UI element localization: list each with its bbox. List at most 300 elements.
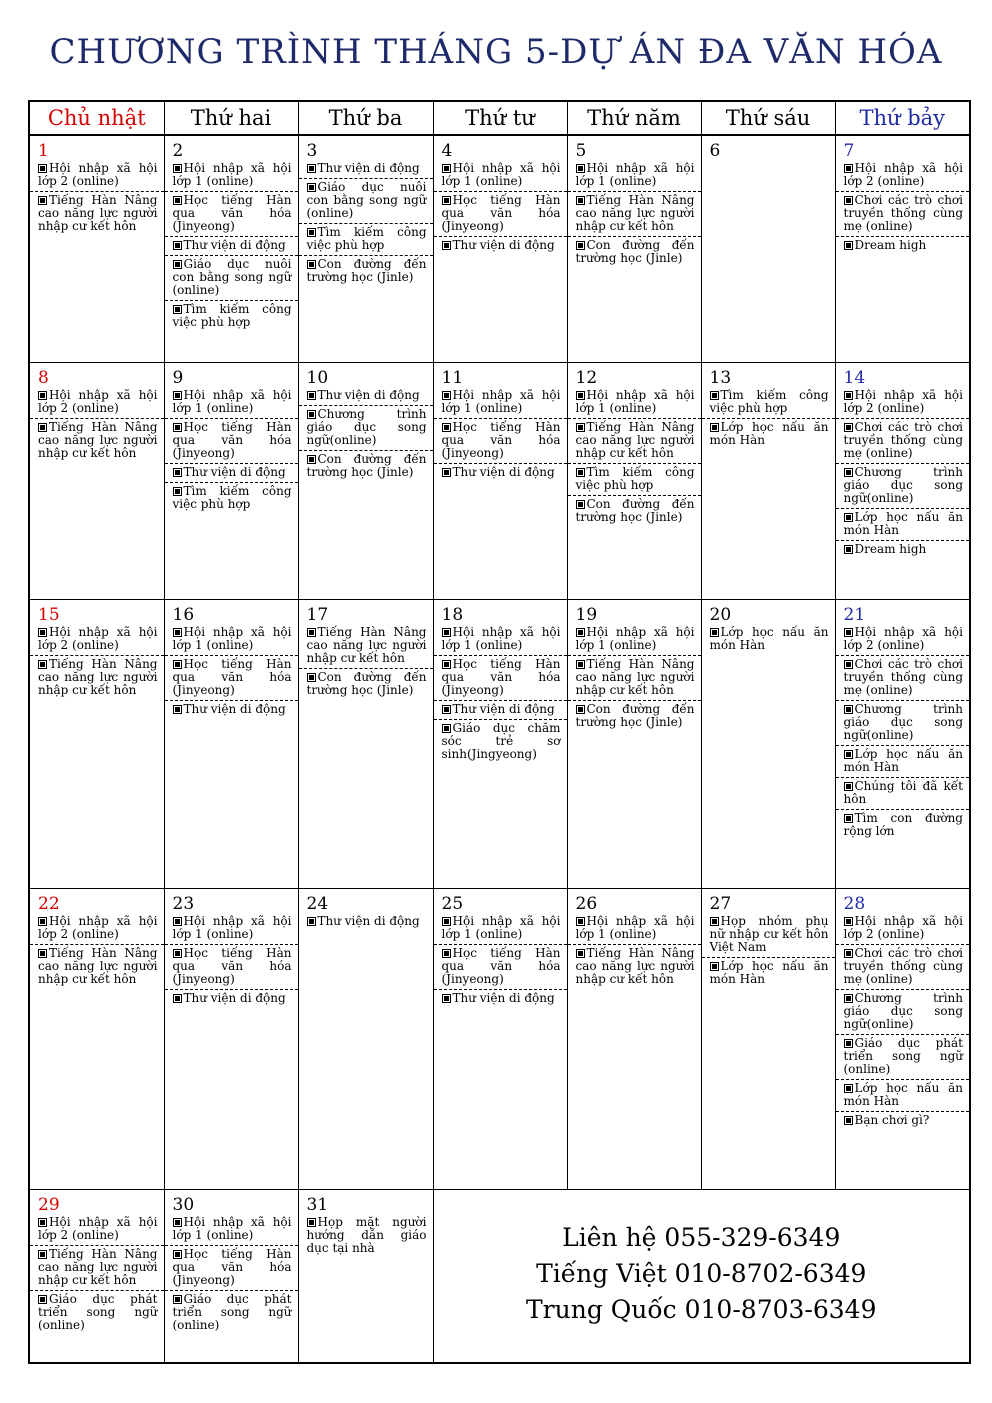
event-item (836, 945, 970, 990)
event-item (299, 387, 433, 406)
event-item (165, 1291, 298, 1335)
checkbox-square-icon (173, 305, 182, 314)
day-number: 10 (306, 368, 329, 389)
day-cell (298, 888, 433, 1189)
checkbox-square-icon (173, 1295, 182, 1304)
event-text: Hội nhập xã hội lớp 1 (online) (172, 625, 292, 652)
event-text: Chơi các trò chơi truyền thống cùng mẹ (online) (843, 193, 963, 233)
event-item (568, 237, 701, 268)
event-text: Học tiếng Hàn qua văn hóa (Jinyeong) (172, 657, 292, 697)
event-item (30, 419, 164, 463)
checkbox-square-icon (710, 962, 719, 971)
event-text: Tiếng Hàn Nâng cao năng lực người nhập cư kết hôn (575, 193, 695, 233)
event-item (568, 464, 701, 496)
event-item (434, 656, 567, 701)
checkbox-square-icon (442, 724, 451, 733)
event-item (836, 1112, 970, 1130)
event-text: Lớp học nấu ăn món Hàn (709, 420, 829, 448)
event-text: Chương trình giáo dục song ngữ(online) (843, 702, 963, 742)
event-text: Lớp học nấu ăn món Hàn (843, 747, 963, 774)
event-list (702, 387, 835, 450)
event-text: Thư viện di động (183, 465, 286, 480)
event-list (30, 913, 164, 989)
event-item (702, 419, 835, 450)
day-cell (835, 135, 970, 363)
event-text: Hội nhập xã hội lớp 1 (online) (575, 625, 695, 652)
event-text: Hội nhập xã hội lớp 1 (online) (575, 388, 695, 416)
day-number: 24 (306, 893, 329, 914)
weekday-tuesday: Thứ ba (298, 101, 433, 135)
event-text: Tiếng Hàn Nâng cao năng lực người nhập cư kết hôn (575, 657, 695, 697)
event-item (165, 256, 298, 301)
contact-info (434, 1190, 970, 1328)
event-list (702, 624, 835, 655)
event-item (165, 419, 298, 464)
event-text: Con đường đến trường học (Jinle) (575, 238, 695, 265)
event-text: Con đường đến trường học (Jinle) (575, 497, 695, 525)
event-text: Thư viện di động (183, 702, 286, 716)
event-text: Hội nhập xã hội lớp 2 (online) (843, 388, 963, 416)
day-cell (701, 363, 835, 600)
checkbox-square-icon (173, 949, 182, 958)
event-item (836, 387, 970, 419)
event-text: Giáo dục nuôi con bằng song ngữ (online) (172, 257, 292, 297)
event-list (702, 913, 835, 989)
weekday-wednesday: Thứ tư (433, 101, 567, 135)
checkbox-square-icon (307, 260, 316, 269)
event-text: Học tiếng Hàn qua văn hóa (Jinyeong) (441, 420, 561, 461)
checkbox-square-icon (442, 391, 451, 400)
day-number: 28 (843, 893, 866, 914)
event-item (434, 990, 567, 1008)
event-item (165, 192, 298, 237)
event-text: Hội nhập xã hội lớp 2 (online) (38, 161, 158, 188)
event-text: Hội nhập xã hội lớp 1 (online) (441, 388, 561, 416)
day-cell (29, 888, 164, 1189)
day-number: 27 (709, 893, 732, 914)
event-item (836, 656, 970, 701)
event-item (30, 913, 164, 945)
event-text: Hội nhập xã hội lớp 2 (online) (38, 913, 158, 941)
event-list (836, 160, 970, 255)
event-text: Lớp học nấu ăn món Hàn (843, 510, 963, 538)
day-cell (298, 135, 433, 363)
day-cell (164, 363, 298, 600)
checkbox-square-icon (576, 423, 585, 432)
day-number: 12 (575, 368, 598, 389)
event-text: Hội nhập xã hội lớp 1 (online) (172, 388, 292, 416)
checkbox-square-icon (38, 1295, 47, 1304)
day-number: 21 (843, 605, 866, 625)
event-list (30, 624, 164, 700)
event-item (836, 701, 970, 746)
day-number: 26 (575, 893, 598, 914)
page-title: CHƯƠNG TRÌNH THÁNG 5-DỰ ÁN ĐA VĂN HÓA (49, 32, 943, 72)
event-item (299, 1214, 433, 1258)
day-number: 16 (172, 605, 195, 625)
event-text: Chơi các trò chơi truyền thống cùng mẹ (online) (843, 945, 963, 986)
event-list (836, 387, 970, 559)
event-text: Tiếng Hàn Nâng cao năng lực người nhập cư kết hôn (575, 945, 695, 986)
checkbox-square-icon (38, 917, 47, 926)
event-item (30, 387, 164, 419)
checkbox-square-icon (307, 628, 316, 637)
event-item (568, 624, 701, 656)
checkbox-square-icon (844, 994, 853, 1003)
event-item (30, 624, 164, 656)
day-number: 9 (172, 368, 184, 389)
checkbox-square-icon (576, 949, 585, 958)
event-item (836, 160, 970, 192)
contact-line: Liên hệ 055-329-6349 (562, 1222, 841, 1252)
event-item (568, 419, 701, 464)
checkbox-square-icon (442, 628, 451, 637)
day-cell (164, 888, 298, 1189)
event-item (702, 387, 835, 419)
checkbox-square-icon (173, 164, 182, 173)
checkbox-square-icon (844, 1084, 853, 1093)
event-item (836, 464, 970, 509)
day-cell (29, 1189, 164, 1363)
event-item (434, 720, 567, 764)
day-number: 6 (709, 141, 721, 161)
contact-line: Trung Quốc 010-8703-6349 (526, 1294, 877, 1324)
checkbox-square-icon (173, 260, 182, 269)
event-item (568, 496, 701, 527)
event-text: Tìm kiếm công việc phù hợp (709, 388, 829, 416)
event-text: Học tiếng Hàn qua văn hóa (Jinyeong) (441, 193, 561, 233)
event-item (434, 945, 567, 990)
event-item (30, 1291, 164, 1335)
event-text: Tiếng Hàn Nâng cao năng lực người nhập cư kết hôn (575, 420, 695, 461)
event-list (434, 913, 567, 1008)
checkbox-square-icon (844, 917, 853, 926)
event-text: Thư viện di động (452, 465, 555, 480)
day-number: 1 (38, 141, 49, 161)
day-number: 7 (843, 141, 855, 161)
event-item (165, 913, 298, 945)
checkbox-square-icon (576, 468, 585, 477)
event-text: Bạn chơi gì? (854, 1112, 930, 1127)
checkbox-square-icon (173, 1218, 182, 1227)
day-cell (29, 600, 164, 889)
event-list (299, 1214, 433, 1258)
event-text: Họp nhóm phụ nữ nhập cư kết hôn Việt Nam (709, 913, 829, 954)
event-text: Chương trình giáo dục song ngữ(online) (843, 465, 963, 506)
event-item (702, 913, 835, 958)
event-item (568, 192, 701, 237)
weekday-sunday: Chủ nhật (29, 101, 164, 135)
day-cell (29, 135, 164, 363)
event-list (299, 160, 433, 287)
event-list (30, 160, 164, 236)
checkbox-square-icon (442, 994, 451, 1003)
checkbox-square-icon (442, 949, 451, 958)
event-item (299, 669, 433, 700)
event-item (299, 451, 433, 482)
event-list (568, 387, 701, 527)
checkbox-square-icon (844, 814, 853, 823)
checkbox-square-icon (844, 545, 853, 554)
week-row (29, 600, 970, 889)
checkbox-square-icon (173, 1250, 182, 1259)
event-text: Con đường đến trường học (Jinle) (575, 702, 695, 729)
checkbox-square-icon (844, 164, 853, 173)
checkbox-square-icon (844, 513, 853, 522)
event-text: Tiếng Hàn Nâng cao năng lực người nhập cư kết hôn (38, 420, 158, 461)
event-item (434, 387, 567, 419)
event-item (299, 256, 433, 287)
checkbox-square-icon (173, 391, 182, 400)
event-text: Dream high (854, 238, 927, 252)
event-text: Hội nhập xã hội lớp 2 (online) (843, 625, 963, 652)
checkbox-square-icon (844, 1116, 853, 1125)
day-cell (567, 363, 701, 600)
day-cell (835, 600, 970, 889)
day-number: 20 (709, 605, 732, 625)
event-item (568, 160, 701, 192)
checkbox-square-icon (576, 391, 585, 400)
event-list (568, 913, 701, 989)
event-list (434, 624, 567, 764)
day-cell (835, 363, 970, 600)
event-list (568, 624, 701, 732)
checkbox-square-icon (844, 750, 853, 759)
event-text: Họp mặt người hướng dẫn giáo dục tại nhà (306, 1214, 427, 1255)
event-list (165, 624, 298, 719)
day-cell (29, 363, 164, 600)
day-number: 23 (172, 893, 195, 914)
day-cell (567, 135, 701, 363)
event-text: Học tiếng Hàn qua văn hóa (Jinyeong) (172, 1246, 292, 1287)
event-item (165, 464, 298, 483)
event-text: Học tiếng Hàn qua văn hóa (Jinyeong) (172, 193, 292, 233)
event-text: Con đường đến trường học (Jinle) (306, 670, 427, 697)
event-text: Con đường đến trường học (Jinle) (306, 452, 427, 480)
event-text: Thư viện di động (452, 238, 555, 252)
week-row (29, 1189, 970, 1363)
day-cell (433, 135, 567, 363)
event-list (299, 387, 433, 482)
checkbox-square-icon (307, 917, 316, 926)
event-item (568, 701, 701, 732)
event-text: Giáo dục phát triển song ngữ (online) (843, 1035, 963, 1076)
day-cell (701, 135, 835, 363)
event-item (165, 945, 298, 990)
day-cell (298, 1189, 433, 1363)
week-row (29, 135, 970, 363)
event-text: Tiếng Hàn Nâng cao năng lực người nhập cư kết hôn (306, 625, 427, 665)
checkbox-square-icon (844, 241, 853, 250)
week-row (29, 888, 970, 1189)
day-cell (433, 600, 567, 889)
event-item (568, 945, 701, 989)
weekday-thursday: Thứ năm (567, 101, 701, 135)
event-item (165, 387, 298, 419)
event-text: Thư viện di động (317, 161, 420, 175)
event-item (836, 1035, 970, 1080)
day-number: 3 (306, 141, 318, 161)
checkbox-square-icon (38, 164, 47, 173)
event-item (165, 656, 298, 701)
event-text: Tìm kiếm công việc phù hợp (172, 302, 292, 329)
event-item (434, 192, 567, 237)
checkbox-square-icon (38, 1250, 47, 1259)
event-item (30, 656, 164, 700)
event-text: Chơi các trò chơi truyền thống cùng mẹ (online) (843, 657, 963, 697)
checkbox-square-icon (38, 391, 47, 400)
event-item (165, 624, 298, 656)
day-cell (701, 600, 835, 889)
day-number: 17 (306, 605, 329, 625)
checkbox-square-icon (576, 628, 585, 637)
event-text: Tiếng Hàn Nâng cao năng lực người nhập cư kết hôn (38, 193, 158, 233)
event-list (434, 160, 567, 255)
event-text: Chúng tôi đã kết hôn (843, 779, 963, 806)
checkbox-square-icon (576, 660, 585, 669)
checkbox-square-icon (307, 183, 316, 192)
event-text: Tiếng Hàn Nâng cao năng lực người nhập cư kết hôn (38, 657, 158, 697)
event-item (434, 624, 567, 656)
event-text: Giáo dục phát triển song ngữ (online) (172, 1291, 292, 1332)
checkbox-square-icon (173, 487, 182, 496)
event-list (165, 1214, 298, 1335)
event-list (30, 1214, 164, 1335)
event-item (836, 746, 970, 778)
event-item (836, 990, 970, 1035)
day-cell (701, 888, 835, 1189)
event-text: Lớp học nấu ăn món Hàn (709, 958, 829, 986)
event-list (165, 160, 298, 332)
event-item (836, 810, 970, 841)
event-item (568, 387, 701, 419)
event-item (299, 160, 433, 179)
event-item (836, 419, 970, 464)
event-text: Giáo dục nuôi con bằng song ngữ (online) (306, 180, 427, 220)
event-text: Học tiếng Hàn qua văn hóa (Jinyeong) (441, 657, 561, 697)
event-item (165, 990, 298, 1008)
event-item (30, 192, 164, 236)
checkbox-square-icon (307, 391, 316, 400)
checkbox-square-icon (844, 628, 853, 637)
checkbox-square-icon (844, 391, 853, 400)
event-item (165, 301, 298, 332)
event-text: Tìm kiếm công việc phù hợp (172, 484, 292, 512)
checkbox-square-icon (710, 917, 719, 926)
day-number: 13 (709, 368, 732, 389)
event-text: Hội nhập xã hội lớp 2 (online) (843, 161, 963, 188)
event-item (836, 541, 970, 559)
event-text: Hội nhập xã hội lớp 1 (online) (441, 913, 561, 941)
event-item (836, 237, 970, 255)
event-item (299, 179, 433, 224)
checkbox-square-icon (710, 391, 719, 400)
event-item (836, 1080, 970, 1112)
checkbox-square-icon (442, 423, 451, 432)
checkbox-square-icon (307, 228, 316, 237)
checkbox-square-icon (173, 705, 182, 714)
checkbox-square-icon (576, 164, 585, 173)
day-number: 5 (575, 141, 587, 161)
event-text: Chương trình giáo dục song ngữ(online) (306, 407, 427, 448)
checkbox-square-icon (173, 917, 182, 926)
weekday-friday: Thứ sáu (701, 101, 835, 135)
checkbox-square-icon (576, 917, 585, 926)
event-item (165, 160, 298, 192)
event-text: Tìm kiếm công việc phù hợp (575, 465, 695, 493)
checkbox-square-icon (710, 423, 719, 432)
checkbox-square-icon (442, 917, 451, 926)
event-item (165, 237, 298, 256)
event-text: Dream high (854, 542, 927, 557)
checkbox-square-icon (38, 660, 47, 669)
day-number: 14 (843, 368, 866, 389)
day-cell (433, 363, 567, 600)
event-text: Học tiếng Hàn qua văn hóa (Jinyeong) (172, 420, 292, 461)
event-item (299, 224, 433, 256)
checkbox-square-icon (442, 468, 451, 477)
checkbox-square-icon (844, 782, 853, 791)
event-text: Chương trình giáo dục song ngữ(online) (843, 990, 963, 1031)
event-list (836, 624, 970, 841)
day-number: 15 (38, 605, 60, 625)
event-item (30, 1246, 164, 1291)
checkbox-square-icon (442, 660, 451, 669)
day-number: 19 (575, 605, 598, 625)
day-number: 11 (441, 368, 464, 389)
weekday-monday: Thứ hai (164, 101, 298, 135)
checkbox-square-icon (576, 705, 585, 714)
event-text: Hội nhập xã hội lớp 1 (online) (575, 913, 695, 941)
checkbox-square-icon (844, 1039, 853, 1048)
week-row (29, 363, 970, 600)
event-item (299, 406, 433, 451)
checkbox-square-icon (38, 949, 47, 958)
event-text: Giáo dục chăm sóc trẻ sơ sinh(Jingyeong) (441, 721, 561, 761)
event-text: Con đường đến trường học (Jinle) (306, 257, 427, 284)
day-number: 22 (38, 893, 60, 914)
day-number: 29 (38, 1194, 60, 1215)
day-cell (164, 135, 298, 363)
event-item (434, 913, 567, 945)
day-cell (298, 363, 433, 600)
event-text: Hội nhập xã hội lớp 1 (online) (172, 913, 292, 941)
checkbox-square-icon (173, 660, 182, 669)
checkbox-square-icon (307, 1218, 316, 1227)
day-number: 18 (441, 605, 464, 625)
weekday-saturday: Thứ bảy (835, 101, 970, 135)
day-number: 2 (172, 141, 184, 161)
event-text: Thư viện di động (317, 913, 420, 928)
event-item (434, 419, 567, 464)
checkbox-square-icon (307, 410, 316, 419)
day-number: 30 (172, 1194, 195, 1215)
event-item (836, 778, 970, 810)
event-text: Hội nhập xã hội lớp 1 (online) (441, 625, 561, 652)
day-cell (835, 888, 970, 1189)
checkbox-square-icon (844, 705, 853, 714)
checkbox-square-icon (307, 164, 316, 173)
event-text: Tìm kiếm công việc phù hợp (306, 225, 427, 252)
event-item (836, 624, 970, 656)
checkbox-square-icon (442, 196, 451, 205)
event-list (165, 387, 298, 514)
event-item (568, 913, 701, 945)
event-item (568, 656, 701, 701)
event-text: Học tiếng Hàn qua văn hóa (Jinyeong) (172, 945, 292, 986)
day-number: 4 (441, 141, 453, 161)
event-item (299, 913, 433, 931)
